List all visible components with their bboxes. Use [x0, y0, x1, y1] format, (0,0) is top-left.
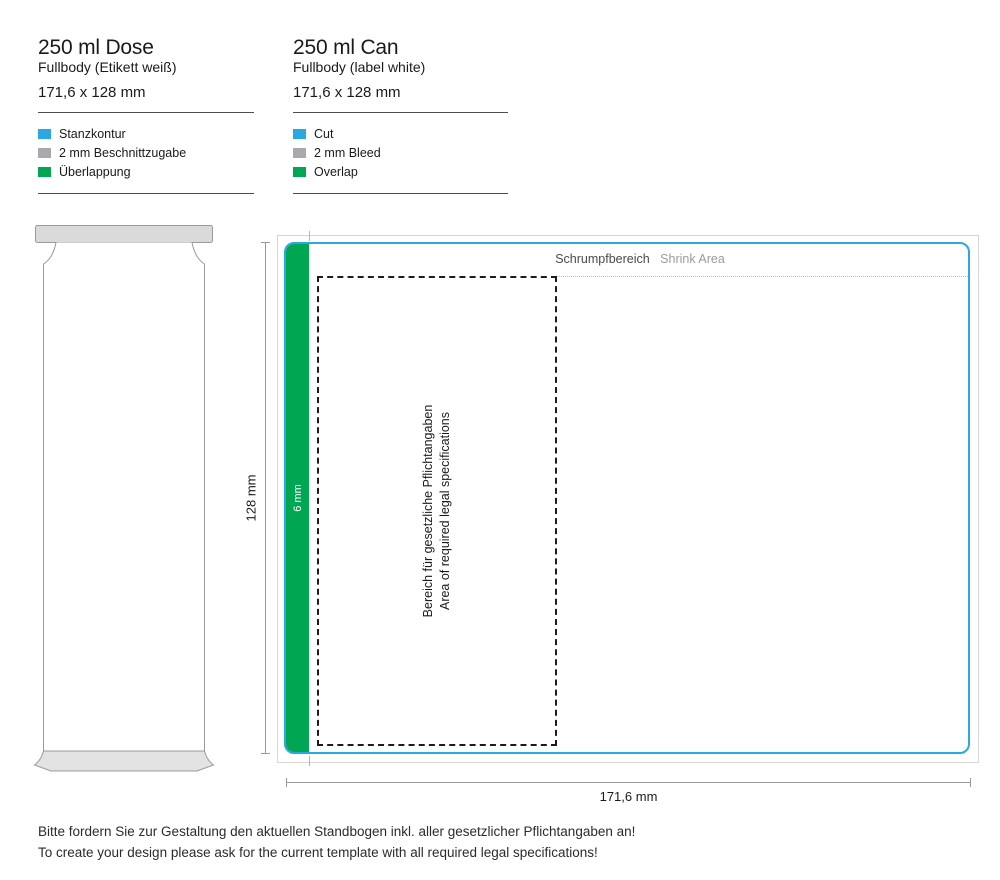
can-body — [44, 243, 205, 752]
legal-area-label-de: Bereich für gesetzliche Pflichtangaben — [421, 404, 435, 618]
panel-title-de: 250 ml Dose — [38, 36, 154, 59]
legend-label: 2 mm Bleed — [314, 146, 381, 160]
legend-item-overlap-en — [293, 165, 358, 179]
overlap-color-swatch — [293, 167, 306, 177]
overlap-tick-bottom — [309, 756, 310, 766]
footer-note-de: Bitte fordern Sie zur Gestaltung den aktuellen Standbogen inkl. aller gesetzlicher Pflichtangaben an! — [38, 824, 636, 839]
legal-area-label-en: Area of required legal specifications — [438, 411, 452, 611]
panel-size-en: 171,6 x 128 mm — [293, 84, 401, 101]
panel-title-en: 250 ml Can — [293, 36, 399, 59]
width-dimension-label: 171,6 mm — [599, 789, 658, 804]
shrink-area-label-en: Shrink Area — [660, 252, 725, 266]
footer-note-en: To create your design please ask for the current template with all required legal specifications! — [38, 844, 598, 860]
legend-label: Overlap — [314, 165, 358, 179]
footer-note — [38, 822, 958, 863]
legend-label: Stanzkontur — [59, 127, 126, 141]
cut-color-swatch — [293, 129, 306, 139]
legend-label: 2 mm Beschnittzugabe — [59, 146, 187, 160]
legend-item-overlap-de — [38, 165, 131, 179]
can-lid — [36, 226, 213, 243]
legend-label: Cut — [314, 127, 334, 141]
dimension-tick — [286, 778, 287, 787]
legend-item-bleed-en — [293, 146, 381, 160]
overlap-color-swatch — [38, 167, 51, 177]
divider — [38, 112, 254, 113]
bleed-color-swatch — [293, 148, 306, 158]
legal-area-label — [420, 405, 454, 618]
overlap-width-label: 6 mm — [292, 484, 304, 512]
cut-color-swatch — [38, 129, 51, 139]
legend-item-cut-en — [293, 127, 333, 141]
bleed-color-swatch — [38, 148, 51, 158]
legend-item-cut-de — [38, 127, 126, 141]
shrink-area-separator — [557, 276, 968, 277]
divider — [293, 193, 508, 194]
panel-subtitle-en: Fullbody (label white) — [293, 59, 426, 75]
spacer — [653, 252, 656, 266]
shrink-area-label — [310, 252, 970, 266]
divider — [38, 193, 254, 194]
divider — [293, 112, 508, 113]
overlap-tick-top — [309, 231, 310, 241]
can-illustration — [24, 220, 224, 780]
height-dimension-line — [265, 243, 266, 753]
panel-subtitle-de: Fullbody (Etikett weiß) — [38, 59, 177, 75]
panel-size-de: 171,6 x 128 mm — [38, 84, 146, 101]
width-dimension-line — [286, 782, 971, 783]
dimension-tick — [261, 242, 270, 243]
dimension-tick — [970, 778, 971, 787]
legend-item-bleed-de — [38, 146, 186, 160]
shrink-area-label-de: Schrumpfbereich — [555, 252, 650, 266]
dimension-tick — [261, 753, 270, 754]
legend-label: Überlappung — [59, 165, 131, 179]
height-dimension-label: 128 mm — [243, 474, 259, 522]
can-bottom-rim — [35, 751, 214, 771]
